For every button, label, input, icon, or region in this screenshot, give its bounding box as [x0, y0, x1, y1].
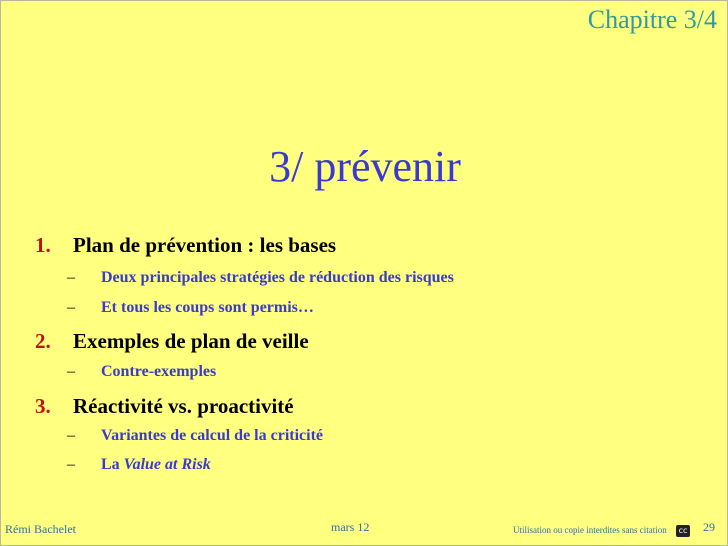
- item-label: Plan de prévention : les bases: [73, 233, 337, 257]
- item-label: Réactivité vs. proactivité: [73, 394, 294, 418]
- sub-item-label: Variantes de calcul de la criticité: [101, 427, 324, 444]
- sub-item: [67, 299, 314, 317]
- footer-date: mars 12: [331, 520, 370, 534]
- chapter-label: Chapitre 3/4: [587, 5, 717, 34]
- footer-license: Utilisation ou copie interdites sans citation: [513, 525, 667, 535]
- sub-item-label-prefix: La: [101, 456, 124, 473]
- sub-item-label: Deux principales stratégies de réduction des risques: [101, 269, 454, 286]
- dash: –: [67, 456, 75, 473]
- sub-item: [67, 363, 216, 381]
- dash: –: [67, 427, 75, 444]
- sub-item-label: Contre-exemples: [101, 363, 217, 380]
- list-item: [35, 394, 294, 419]
- footer-author: Rémi Bachelet: [5, 522, 76, 536]
- item-number: 1.: [35, 233, 51, 257]
- sub-item-label: Et tous les coups sont permis…: [101, 299, 314, 316]
- dash: –: [67, 269, 75, 286]
- page-number: 29: [703, 520, 715, 534]
- item-label: Exemples de plan de veille: [73, 329, 309, 353]
- item-number: 3.: [35, 394, 51, 418]
- sub-item: [67, 456, 211, 474]
- sub-item: [67, 427, 323, 445]
- list-item: [35, 329, 309, 354]
- slide-title: 3/ prévenir: [269, 142, 461, 191]
- list-item: [35, 233, 336, 258]
- sub-item: [67, 269, 454, 287]
- item-number: 2.: [35, 329, 51, 353]
- dash: –: [67, 363, 75, 380]
- sub-item-label-italic: Value at Risk: [123, 456, 211, 473]
- dash: –: [67, 299, 75, 316]
- cc-icon: cc: [676, 525, 690, 537]
